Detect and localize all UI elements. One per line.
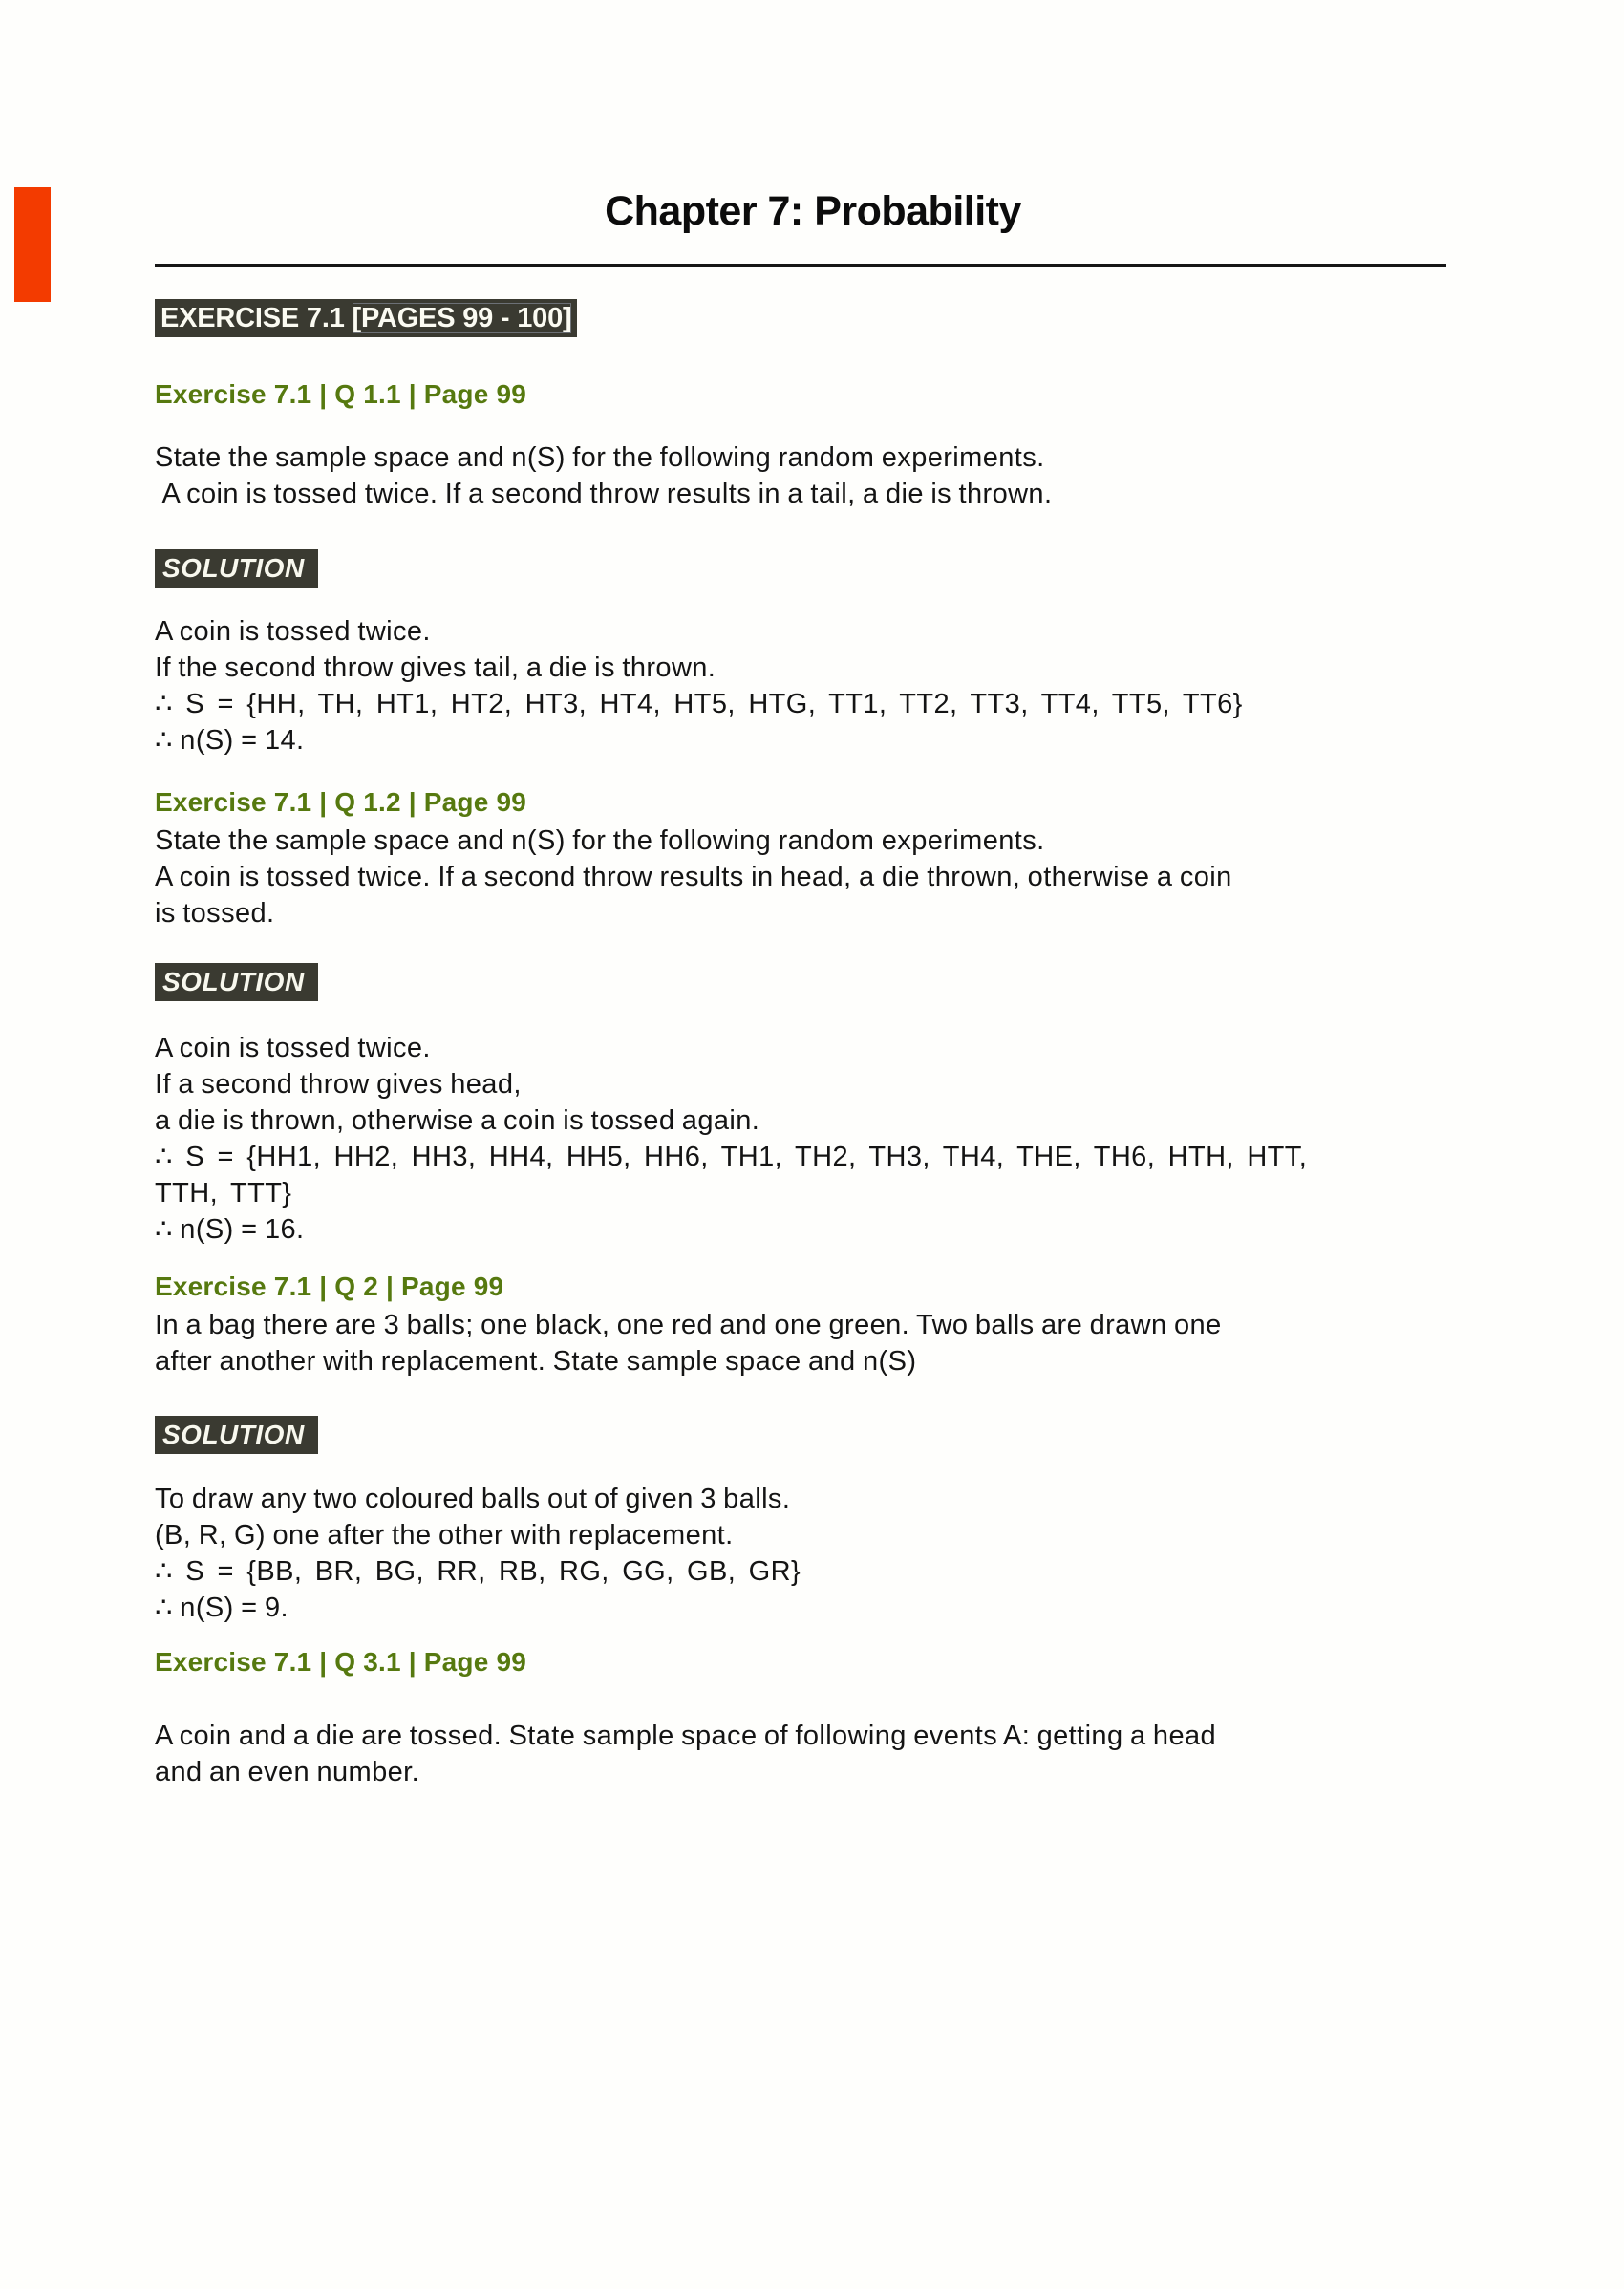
solution-line: ∴ S = {HH1, HH2, HH3, HH4, HH5, HH6, TH1, TH2, TH3, TH4, THE, TH6, HTH, HTT, [155,1142,1308,1172]
question-q2 [155,1307,1471,1380]
solution-line: ∴ n(S) = 16. [155,1214,305,1245]
exercise-banner-pages: [PAGES 99 - 100] [352,303,572,333]
solution-q1-1 [155,613,1471,759]
exercise-banner-text: EXERCISE 7.1 [160,303,353,333]
question-line: after another with replacement. State sample space and n(S) [155,1346,917,1377]
solution-line: TTH, TTT} [155,1178,292,1209]
solution-line: If a second throw gives head, [155,1069,522,1100]
solution-badge: SOLUTION [155,963,318,1001]
solution-line: a die is thrown, otherwise a coin is tossed again. [155,1105,760,1136]
solution-line: A coin is tossed twice. [155,1033,431,1063]
question-line: State the sample space and n(S) for the following random experiments. [155,442,1045,473]
heading-q1-1[interactable]: Exercise 7.1 | Q 1.1 | Page 99 [155,379,527,409]
question-q3-1 [155,1718,1471,1790]
question-q1-2 [155,823,1471,931]
solution-q1-2 [155,1030,1471,1248]
solution-line: A coin is tossed twice. [155,616,431,647]
solution-line: ∴ S = {HH, TH, HT1, HT2, HT3, HT4, HT5, HTG, TT1, TT2, TT3, TT4, TT5, TT6} [155,689,1243,719]
solution-line: To draw any two coloured balls out of given 3 balls. [155,1484,791,1514]
solution-line: ∴ n(S) = 14. [155,725,305,756]
question-line: A coin and a die are tossed. State sample space of following events A: getting a head [155,1721,1217,1751]
solution-badge: SOLUTION [155,1416,318,1454]
solution-line: (B, R, G) one after the other with replacement. [155,1520,734,1551]
solution-line: ∴ n(S) = 9. [155,1593,288,1623]
title-rule [155,264,1446,267]
solution-badge: SOLUTION [155,549,318,588]
question-line: A coin is tossed twice. If a second throw results in a tail, a die is thrown. [155,479,1053,509]
red-bookmark-bar [14,187,51,302]
solution-line: If the second throw gives tail, a die is thrown. [155,652,716,683]
heading-q1-2[interactable]: Exercise 7.1 | Q 1.2 | Page 99 [155,787,527,817]
solution-q2 [155,1481,1471,1626]
question-line: and an even number. [155,1757,420,1787]
page-title: Chapter 7: Probability [605,188,1021,234]
question-line: In a bag there are 3 balls; one black, one red and one green. Two balls are drawn one [155,1310,1222,1340]
document-page [0,187,1624,1790]
question-line: is tossed. [155,898,275,929]
exercise-banner [155,299,577,337]
question-line: A coin is tossed twice. If a second throw results in head, a die thrown, otherwise a coin [155,862,1232,892]
heading-q3-1[interactable]: Exercise 7.1 | Q 3.1 | Page 99 [155,1647,527,1677]
heading-q2[interactable]: Exercise 7.1 | Q 2 | Page 99 [155,1272,504,1301]
question-q1-1 [155,439,1471,512]
solution-line: ∴ S = {BB, BR, BG, RR, RB, RG, GG, GB, GR} [155,1556,801,1587]
question-line: State the sample space and n(S) for the following random experiments. [155,825,1045,856]
